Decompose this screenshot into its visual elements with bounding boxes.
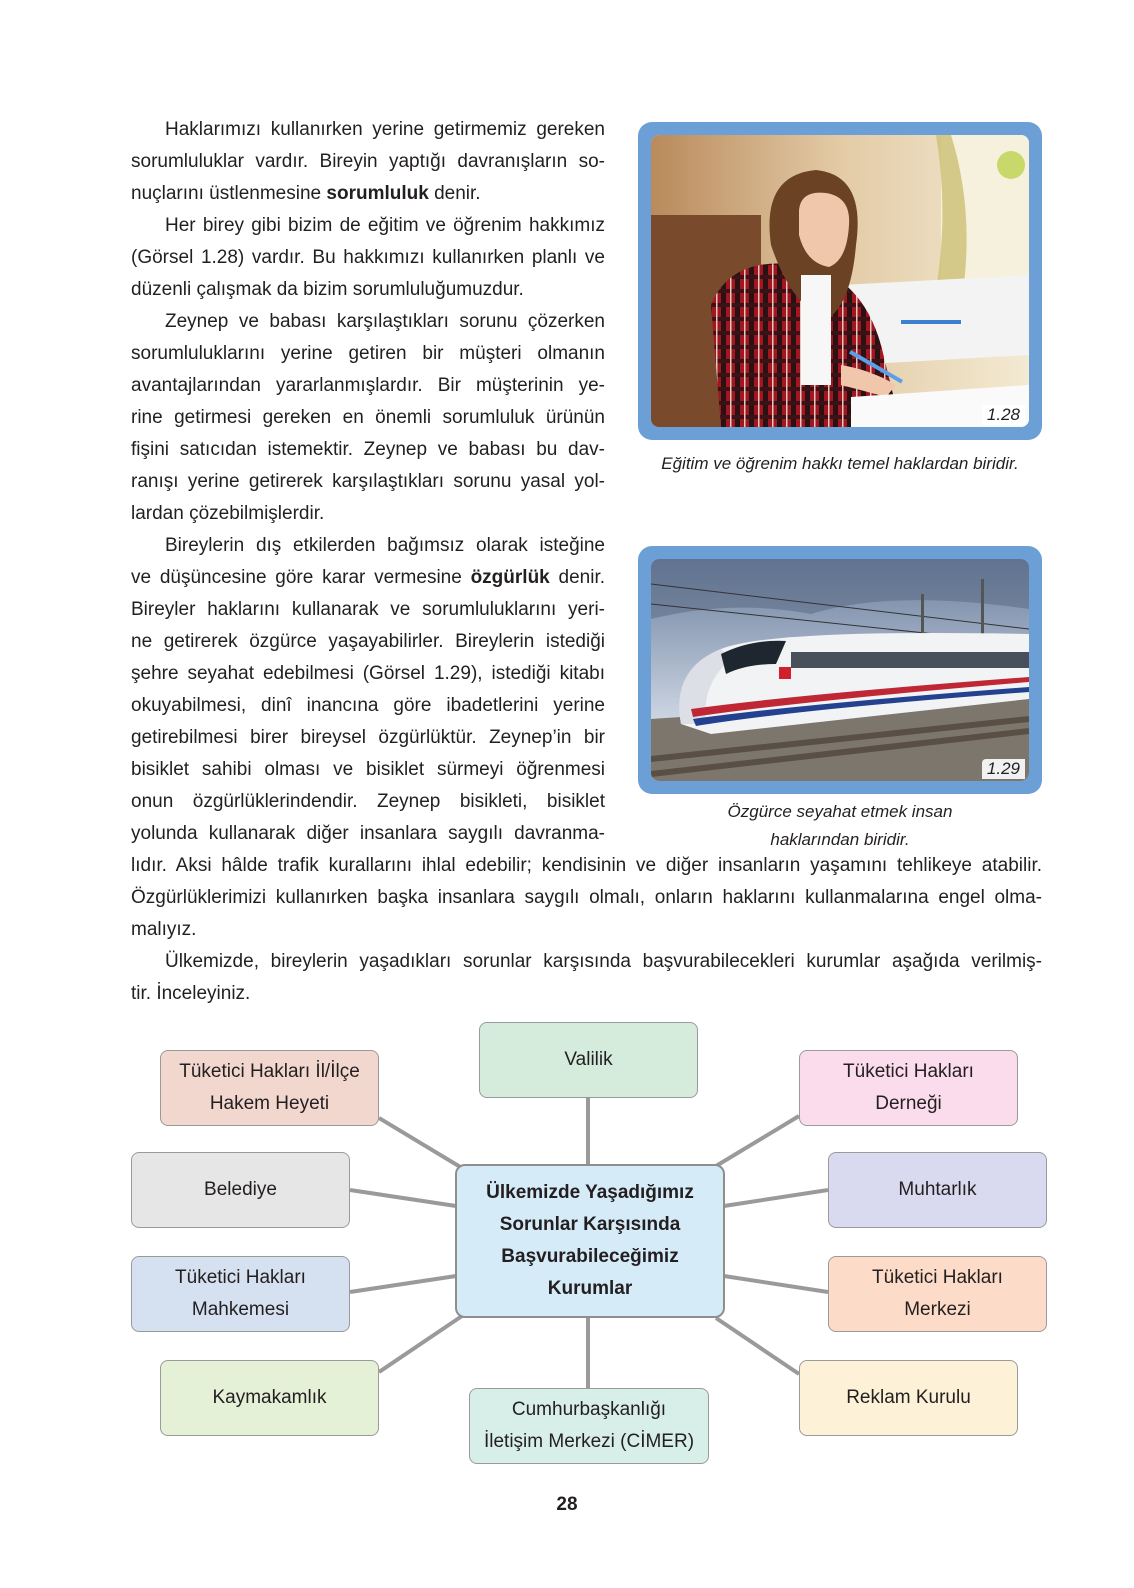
text-line: sorumluluklar vardır. Bireyin yaptığı davranışların so-	[131, 151, 605, 172]
text-line: getirebilmesi birer bireysel özgürlüktür. Zeynep’in bir	[131, 727, 605, 748]
node-advertising-board	[799, 1360, 1018, 1436]
node-label-line: Kaymakamlık	[212, 1387, 327, 1408]
text-line: Her birey gibi bizim de eğitim ve öğrenim hakkımız	[165, 215, 605, 236]
node-consumer-court	[131, 1256, 350, 1332]
text-line: ve düşüncesine göre karar vermesine özgürlük denir.	[131, 567, 606, 588]
caption-line: Özgürce seyahat etmek insan	[727, 802, 953, 821]
text-line: avantajlarından yararlanmışlardır. Bir müşterinin ye-	[131, 375, 605, 396]
node-label-line: Tüketici Hakları	[872, 1267, 1003, 1288]
text-line: Bireylerin dış etkilerden bağımsız olarak isteğine	[165, 535, 605, 556]
text-line: yolunda kullanarak diğer insanlara saygılı davranma-	[131, 823, 605, 844]
connector-line	[350, 1276, 456, 1292]
text-line: okuyabilmesi, dinî inancına göre ibadetlerini yerine	[131, 695, 605, 716]
center-title-line: Kurumlar	[547, 1278, 633, 1299]
node-label-line: Merkezi	[904, 1299, 971, 1320]
text-line: Bireyler haklarını kullanarak ve sorumluluklarını yeri-	[131, 599, 605, 620]
connector-line	[379, 1316, 462, 1372]
connector-line	[716, 1318, 799, 1374]
text-line: bisiklet sahibi olması ve bisiklet sürmeyi öğrenmesi	[131, 759, 605, 780]
connector-line	[724, 1190, 828, 1206]
page-number: 28	[556, 1494, 578, 1515]
term-freedom: özgürlük	[470, 567, 550, 588]
text-line: ranışı yerine getirerek karşılaştıkları sorunu yasal yol-	[131, 471, 605, 492]
connector-line	[350, 1190, 456, 1206]
girl-studying-illustration	[651, 135, 1029, 427]
node-label-line: Valilik	[564, 1049, 613, 1070]
paragraph-education-right	[131, 210, 605, 306]
node-label-line: Tüketici Hakları İl/İlçe	[179, 1061, 360, 1082]
node-label-line: Hakem Heyeti	[209, 1093, 330, 1114]
node-consumer-association	[799, 1050, 1018, 1126]
photo-girl-studying	[651, 135, 1029, 427]
center-title-line: Ülkemizde Yaşadığımız	[486, 1182, 694, 1203]
figure-train-photo	[638, 546, 1042, 794]
paragraph-zeynep	[131, 306, 605, 530]
center-title-line: Başvurabileceğimiz	[501, 1246, 679, 1267]
figure-caption	[638, 798, 1042, 854]
figure-caption: Eğitim ve öğrenim hakkı temel haklardan biridir.	[661, 454, 1019, 473]
text-line: fişini satıcıdan istemektir. Zeynep ve babası bu dav-	[131, 439, 605, 460]
diagram-center-title	[455, 1164, 725, 1318]
node-label-line: Cumhurbaşkanlığı	[511, 1399, 667, 1420]
node-label-line: Reklam Kurulu	[846, 1387, 971, 1408]
figure-education-photo	[638, 122, 1042, 440]
text-line: düzenli çalışmak da bizim sorumluluğumuzdur.	[131, 279, 524, 300]
term-responsibility: sorumluluk	[326, 183, 429, 204]
node-headman-office	[828, 1152, 1047, 1228]
node-label-line: İletişim Merkezi (CİMER)	[483, 1431, 695, 1452]
paragraph-responsibility	[131, 114, 605, 210]
text-line: ne getirerek özgürce yaşayabilirler. Bireylerin istediği	[131, 631, 605, 652]
text-line: lıdır. Aksi hâlde trafik kurallarını ihlal edebilir; kendisinin ve diğer insanların yaşamını tehlikeye atabilir.	[131, 855, 1042, 876]
text-line: malıyız.	[131, 919, 197, 940]
text-line: nuçlarını üstlenmesine sorumluluk denir.	[131, 183, 481, 204]
node-label-line: Tüketici Hakları	[843, 1061, 974, 1082]
text-line: Zeynep ve babası karşılaştıkları sorunu çözerken	[165, 311, 605, 332]
text-line: (Görsel 1.28) vardır. Bu hakkımızı kullanırken planlı ve	[131, 247, 605, 268]
caption-line: haklarından biridir.	[770, 830, 910, 849]
paragraph-institutions-intro	[131, 946, 1042, 1010]
node-label-line: Mahkemesi	[191, 1299, 290, 1320]
node-consumer-arbitration-committee	[160, 1050, 379, 1126]
node-label-line: Tüketici Hakları	[175, 1267, 306, 1288]
text-line: lardan çözebilmişlerdir.	[131, 503, 325, 524]
connector-line	[724, 1276, 828, 1292]
node-consumer-center	[828, 1256, 1047, 1332]
node-cimer	[469, 1388, 709, 1464]
node-municipality	[131, 1152, 350, 1228]
figure-number: 1.29	[982, 759, 1025, 779]
node-label-line: Derneği	[875, 1093, 942, 1114]
node-district-governorship	[160, 1360, 379, 1436]
paragraph-freedom	[131, 530, 605, 850]
text-line: Ülkemizde, bireylerin yaşadıkları sorunlar karşısında başvurabilecekleri kurumlar aşağıda verilmiş-	[165, 951, 1042, 972]
text-line: şehre seyahat edebilmesi (Görsel 1.29), istediği kitabı	[131, 663, 605, 684]
text-line: Haklarımızı kullanırken yerine getirmemiz gereken	[165, 119, 605, 140]
text-line: Özgürlüklerimizi kullanırken başka insanlara saygılı olmalı, onların haklarını kullanmalarına engel olma-	[131, 887, 1042, 908]
center-title-line: Sorunlar Karşısında	[499, 1214, 681, 1235]
paragraph-freedom-continued	[131, 850, 1042, 946]
photo-high-speed-train	[651, 559, 1029, 781]
text-line: tir. İnceleyiniz.	[131, 983, 251, 1004]
node-governorship	[479, 1022, 698, 1098]
text-line: rine getirmesi gereken en önemli sorumluluk ürünün	[131, 407, 605, 428]
node-label-line: Belediye	[204, 1179, 277, 1200]
text-line: onun özgürlüklerindendir. Zeynep bisikleti, bisiklet	[131, 791, 605, 812]
connector-line	[379, 1118, 462, 1168]
train-illustration	[651, 559, 1029, 781]
node-label-line: Muhtarlık	[898, 1179, 977, 1200]
connector-line	[716, 1116, 799, 1166]
figure-number: 1.28	[982, 405, 1025, 425]
text-line: sorumluluklarını yerine getiren bir müşteri olmanın	[131, 343, 605, 364]
